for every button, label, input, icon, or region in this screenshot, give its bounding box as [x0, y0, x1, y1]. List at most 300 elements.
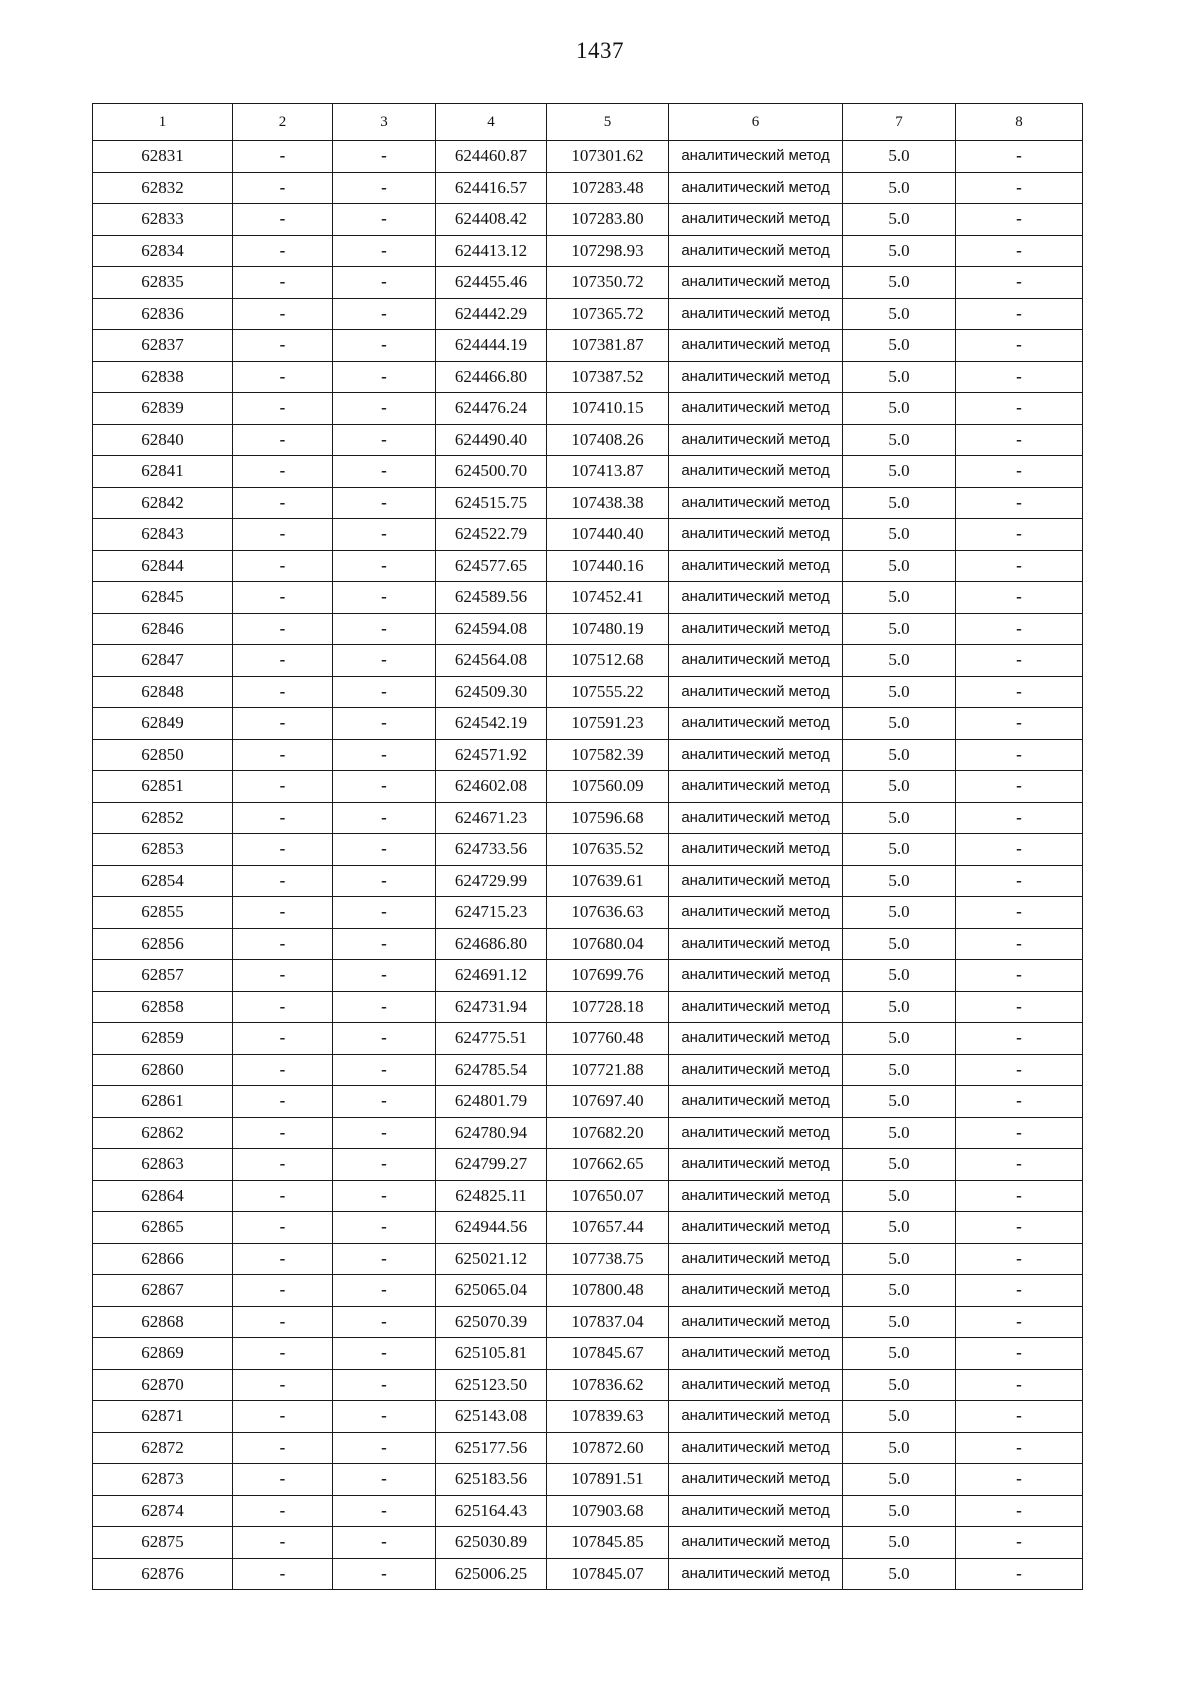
- cell-point-number: 62865: [93, 1212, 233, 1244]
- cell-method: аналитический метод: [669, 1275, 843, 1307]
- cell-point-number: 62854: [93, 865, 233, 897]
- cell-col-3: -: [333, 1527, 436, 1559]
- table-row: [93, 1306, 1083, 1338]
- cell-accuracy: 5.0: [843, 802, 956, 834]
- cell-method: аналитический метод: [669, 1054, 843, 1086]
- cell-accuracy: 5.0: [843, 1369, 956, 1401]
- cell-method: аналитический метод: [669, 330, 843, 362]
- cell-point-number: 62841: [93, 456, 233, 488]
- cell-col-2: -: [233, 424, 333, 456]
- cell-col-8: -: [956, 172, 1083, 204]
- cell-col-8: -: [956, 865, 1083, 897]
- cell-col-8: -: [956, 1369, 1083, 1401]
- cell-method: аналитический метод: [669, 708, 843, 740]
- cell-coord-x: 624444.19: [436, 330, 547, 362]
- cell-accuracy: 5.0: [843, 1180, 956, 1212]
- cell-col-3: -: [333, 1054, 436, 1086]
- cell-coord-y: 107845.67: [547, 1338, 669, 1370]
- cell-col-3: -: [333, 991, 436, 1023]
- cell-coord-x: 625105.81: [436, 1338, 547, 1370]
- cell-accuracy: 5.0: [843, 267, 956, 299]
- cell-coord-x: 624522.79: [436, 519, 547, 551]
- cell-coord-x: 624785.54: [436, 1054, 547, 1086]
- cell-coord-y: 107410.15: [547, 393, 669, 425]
- cell-col-2: -: [233, 1243, 333, 1275]
- table-row: [93, 834, 1083, 866]
- table-row: [93, 1527, 1083, 1559]
- cell-accuracy: 5.0: [843, 172, 956, 204]
- table-row: [93, 1149, 1083, 1181]
- cell-coord-y: 107480.19: [547, 613, 669, 645]
- cell-coord-y: 107283.48: [547, 172, 669, 204]
- cell-col-8: -: [956, 424, 1083, 456]
- cell-col-8: -: [956, 393, 1083, 425]
- cell-accuracy: 5.0: [843, 865, 956, 897]
- cell-method: аналитический метод: [669, 1495, 843, 1527]
- cell-point-number: 62876: [93, 1558, 233, 1590]
- cell-coord-y: 107512.68: [547, 645, 669, 677]
- table-row: [93, 361, 1083, 393]
- table-row: [93, 424, 1083, 456]
- cell-point-number: 62869: [93, 1338, 233, 1370]
- cell-col-2: -: [233, 267, 333, 299]
- cell-point-number: 62862: [93, 1117, 233, 1149]
- cell-coord-y: 107582.39: [547, 739, 669, 771]
- cell-method: аналитический метод: [669, 1401, 843, 1433]
- cell-col-8: -: [956, 1527, 1083, 1559]
- cell-method: аналитический метод: [669, 1432, 843, 1464]
- cell-coord-y: 107662.65: [547, 1149, 669, 1181]
- cell-col-2: -: [233, 1369, 333, 1401]
- cell-col-8: -: [956, 1338, 1083, 1370]
- cell-coord-y: 107636.63: [547, 897, 669, 929]
- cell-col-2: -: [233, 1086, 333, 1118]
- cell-coord-y: 107283.80: [547, 204, 669, 236]
- cell-method: аналитический метод: [669, 456, 843, 488]
- cell-accuracy: 5.0: [843, 456, 956, 488]
- cell-col-8: -: [956, 330, 1083, 362]
- cell-col-8: -: [956, 928, 1083, 960]
- cell-point-number: 62875: [93, 1527, 233, 1559]
- cell-method: аналитический метод: [669, 424, 843, 456]
- cell-col-3: -: [333, 1432, 436, 1464]
- cell-method: аналитический метод: [669, 1527, 843, 1559]
- cell-coord-x: 624416.57: [436, 172, 547, 204]
- cell-coord-x: 624691.12: [436, 960, 547, 992]
- cell-col-3: -: [333, 1338, 436, 1370]
- cell-coord-y: 107560.09: [547, 771, 669, 803]
- cell-point-number: 62853: [93, 834, 233, 866]
- table-row: [93, 267, 1083, 299]
- cell-col-3: -: [333, 582, 436, 614]
- cell-accuracy: 5.0: [843, 1558, 956, 1590]
- table-row: [93, 1275, 1083, 1307]
- cell-method: аналитический метод: [669, 1464, 843, 1496]
- cell-col-8: -: [956, 1023, 1083, 1055]
- cell-col-8: -: [956, 1495, 1083, 1527]
- cell-accuracy: 5.0: [843, 897, 956, 929]
- cell-accuracy: 5.0: [843, 519, 956, 551]
- column-header-5: 5: [547, 104, 669, 141]
- cell-col-3: -: [333, 1180, 436, 1212]
- cell-col-3: -: [333, 1401, 436, 1433]
- cell-coord-x: 624733.56: [436, 834, 547, 866]
- cell-col-2: -: [233, 1023, 333, 1055]
- cell-col-2: -: [233, 1054, 333, 1086]
- cell-coord-x: 624476.24: [436, 393, 547, 425]
- cell-accuracy: 5.0: [843, 204, 956, 236]
- cell-point-number: 62863: [93, 1149, 233, 1181]
- cell-col-3: -: [333, 1306, 436, 1338]
- cell-coord-x: 624671.23: [436, 802, 547, 834]
- cell-coord-x: 625164.43: [436, 1495, 547, 1527]
- cell-accuracy: 5.0: [843, 424, 956, 456]
- cell-coord-x: 624944.56: [436, 1212, 547, 1244]
- cell-method: аналитический метод: [669, 1338, 843, 1370]
- cell-col-2: -: [233, 1495, 333, 1527]
- cell-coord-y: 107680.04: [547, 928, 669, 960]
- cell-coord-y: 107555.22: [547, 676, 669, 708]
- cell-col-3: -: [333, 141, 436, 173]
- cell-accuracy: 5.0: [843, 298, 956, 330]
- cell-coord-y: 107635.52: [547, 834, 669, 866]
- cell-col-3: -: [333, 550, 436, 582]
- cell-coord-x: 624460.87: [436, 141, 547, 173]
- cell-col-3: -: [333, 708, 436, 740]
- cell-col-2: -: [233, 393, 333, 425]
- table-header-row: [93, 104, 1083, 141]
- table-row: [93, 708, 1083, 740]
- cell-accuracy: 5.0: [843, 1527, 956, 1559]
- table-row: [93, 1243, 1083, 1275]
- cell-col-3: -: [333, 519, 436, 551]
- cell-col-3: -: [333, 960, 436, 992]
- cell-col-8: -: [956, 1464, 1083, 1496]
- cell-method: аналитический метод: [669, 487, 843, 519]
- cell-col-3: -: [333, 1023, 436, 1055]
- cell-col-2: -: [233, 172, 333, 204]
- cell-coord-x: 624729.99: [436, 865, 547, 897]
- cell-method: аналитический метод: [669, 1558, 843, 1590]
- cell-col-2: -: [233, 582, 333, 614]
- cell-coord-y: 107596.68: [547, 802, 669, 834]
- cell-coord-x: 624577.65: [436, 550, 547, 582]
- cell-coord-x: 624775.51: [436, 1023, 547, 1055]
- cell-coord-y: 107639.61: [547, 865, 669, 897]
- cell-col-8: -: [956, 1212, 1083, 1244]
- cell-method: аналитический метод: [669, 1180, 843, 1212]
- cell-col-2: -: [233, 1401, 333, 1433]
- cell-col-8: -: [956, 519, 1083, 551]
- cell-col-8: -: [956, 708, 1083, 740]
- cell-method: аналитический метод: [669, 613, 843, 645]
- cell-col-2: -: [233, 204, 333, 236]
- cell-method: аналитический метод: [669, 960, 843, 992]
- cell-col-8: -: [956, 1401, 1083, 1433]
- cell-col-3: -: [333, 487, 436, 519]
- cell-col-2: -: [233, 834, 333, 866]
- table-row: [93, 519, 1083, 551]
- cell-coord-x: 624490.40: [436, 424, 547, 456]
- cell-method: аналитический метод: [669, 1086, 843, 1118]
- cell-col-2: -: [233, 550, 333, 582]
- cell-coord-y: 107872.60: [547, 1432, 669, 1464]
- cell-method: аналитический метод: [669, 1306, 843, 1338]
- cell-col-2: -: [233, 676, 333, 708]
- cell-accuracy: 5.0: [843, 1086, 956, 1118]
- cell-col-8: -: [956, 739, 1083, 771]
- cell-point-number: 62843: [93, 519, 233, 551]
- cell-point-number: 62870: [93, 1369, 233, 1401]
- cell-method: аналитический метод: [669, 739, 843, 771]
- cell-method: аналитический метод: [669, 1149, 843, 1181]
- cell-col-8: -: [956, 1086, 1083, 1118]
- cell-accuracy: 5.0: [843, 141, 956, 173]
- cell-coord-y: 107837.04: [547, 1306, 669, 1338]
- cell-coord-x: 624589.56: [436, 582, 547, 614]
- table-row: [93, 1212, 1083, 1244]
- cell-method: аналитический метод: [669, 865, 843, 897]
- cell-accuracy: 5.0: [843, 1401, 956, 1433]
- cell-col-2: -: [233, 708, 333, 740]
- cell-coord-y: 107591.23: [547, 708, 669, 740]
- cell-col-2: -: [233, 1306, 333, 1338]
- cell-point-number: 62837: [93, 330, 233, 362]
- cell-method: аналитический метод: [669, 298, 843, 330]
- cell-coord-x: 624413.12: [436, 235, 547, 267]
- table-row: [93, 928, 1083, 960]
- cell-point-number: 62868: [93, 1306, 233, 1338]
- cell-method: аналитический метод: [669, 361, 843, 393]
- table-row: [93, 1117, 1083, 1149]
- table-row: [93, 235, 1083, 267]
- table-row: [93, 960, 1083, 992]
- cell-accuracy: 5.0: [843, 1432, 956, 1464]
- cell-accuracy: 5.0: [843, 550, 956, 582]
- table-row: [93, 1432, 1083, 1464]
- cell-col-8: -: [956, 550, 1083, 582]
- cell-coord-y: 107298.93: [547, 235, 669, 267]
- cell-col-3: -: [333, 613, 436, 645]
- table-body: [93, 141, 1083, 1590]
- cell-col-8: -: [956, 1306, 1083, 1338]
- cell-col-3: -: [333, 267, 436, 299]
- cell-col-8: -: [956, 1180, 1083, 1212]
- cell-col-3: -: [333, 330, 436, 362]
- table-row: [93, 1338, 1083, 1370]
- cell-coord-y: 107650.07: [547, 1180, 669, 1212]
- cell-col-2: -: [233, 1338, 333, 1370]
- cell-method: аналитический метод: [669, 1243, 843, 1275]
- cell-accuracy: 5.0: [843, 834, 956, 866]
- cell-coord-y: 107440.40: [547, 519, 669, 551]
- cell-coord-y: 107891.51: [547, 1464, 669, 1496]
- cell-point-number: 62836: [93, 298, 233, 330]
- cell-accuracy: 5.0: [843, 771, 956, 803]
- cell-col-3: -: [333, 834, 436, 866]
- cell-method: аналитический метод: [669, 645, 843, 677]
- cell-col-8: -: [956, 267, 1083, 299]
- cell-col-8: -: [956, 456, 1083, 488]
- cell-coord-y: 107738.75: [547, 1243, 669, 1275]
- cell-point-number: 62867: [93, 1275, 233, 1307]
- column-header-6: 6: [669, 104, 843, 141]
- cell-col-8: -: [956, 1243, 1083, 1275]
- cell-accuracy: 5.0: [843, 330, 956, 362]
- cell-coord-y: 107301.62: [547, 141, 669, 173]
- cell-accuracy: 5.0: [843, 613, 956, 645]
- cell-col-8: -: [956, 676, 1083, 708]
- table-row: [93, 991, 1083, 1023]
- cell-coord-y: 107839.63: [547, 1401, 669, 1433]
- cell-coord-y: 107728.18: [547, 991, 669, 1023]
- cell-method: аналитический метод: [669, 897, 843, 929]
- cell-col-3: -: [333, 1558, 436, 1590]
- cell-accuracy: 5.0: [843, 1275, 956, 1307]
- cell-method: аналитический метод: [669, 172, 843, 204]
- cell-col-8: -: [956, 897, 1083, 929]
- cell-col-2: -: [233, 739, 333, 771]
- cell-coord-x: 624564.08: [436, 645, 547, 677]
- cell-point-number: 62847: [93, 645, 233, 677]
- cell-col-8: -: [956, 298, 1083, 330]
- cell-method: аналитический метод: [669, 802, 843, 834]
- column-header-4: 4: [436, 104, 547, 141]
- cell-method: аналитический метод: [669, 393, 843, 425]
- cell-accuracy: 5.0: [843, 1495, 956, 1527]
- cell-coord-x: 624602.08: [436, 771, 547, 803]
- cell-coord-x: 624801.79: [436, 1086, 547, 1118]
- cell-coord-y: 107408.26: [547, 424, 669, 456]
- cell-accuracy: 5.0: [843, 1243, 956, 1275]
- column-header-1: 1: [93, 104, 233, 141]
- cell-accuracy: 5.0: [843, 676, 956, 708]
- cell-col-8: -: [956, 582, 1083, 614]
- cell-coord-y: 107365.72: [547, 298, 669, 330]
- cell-col-2: -: [233, 235, 333, 267]
- cell-accuracy: 5.0: [843, 1054, 956, 1086]
- cell-col-3: -: [333, 235, 436, 267]
- cell-coord-x: 624442.29: [436, 298, 547, 330]
- cell-point-number: 62859: [93, 1023, 233, 1055]
- cell-point-number: 62866: [93, 1243, 233, 1275]
- cell-col-2: -: [233, 1212, 333, 1244]
- table-row: [93, 1369, 1083, 1401]
- cell-point-number: 62844: [93, 550, 233, 582]
- cell-coord-x: 624686.80: [436, 928, 547, 960]
- cell-coord-y: 107387.52: [547, 361, 669, 393]
- cell-col-2: -: [233, 487, 333, 519]
- cell-point-number: 62839: [93, 393, 233, 425]
- cell-method: аналитический метод: [669, 235, 843, 267]
- cell-col-3: -: [333, 1086, 436, 1118]
- cell-coord-x: 625021.12: [436, 1243, 547, 1275]
- cell-col-2: -: [233, 645, 333, 677]
- table-row: [93, 1023, 1083, 1055]
- coordinates-table: [92, 103, 1083, 1590]
- cell-point-number: 62858: [93, 991, 233, 1023]
- cell-method: аналитический метод: [669, 991, 843, 1023]
- table-row: [93, 172, 1083, 204]
- cell-coord-y: 107682.20: [547, 1117, 669, 1149]
- cell-point-number: 62831: [93, 141, 233, 173]
- cell-point-number: 62834: [93, 235, 233, 267]
- cell-coord-x: 625006.25: [436, 1558, 547, 1590]
- table-row: [93, 456, 1083, 488]
- cell-method: аналитический метод: [669, 519, 843, 551]
- table-row: [93, 550, 1083, 582]
- cell-col-3: -: [333, 771, 436, 803]
- table-row: [93, 1464, 1083, 1496]
- cell-col-2: -: [233, 897, 333, 929]
- cell-coord-y: 107800.48: [547, 1275, 669, 1307]
- table-row: [93, 897, 1083, 929]
- cell-col-2: -: [233, 330, 333, 362]
- cell-col-3: -: [333, 1243, 436, 1275]
- cell-point-number: 62861: [93, 1086, 233, 1118]
- cell-accuracy: 5.0: [843, 487, 956, 519]
- cell-accuracy: 5.0: [843, 235, 956, 267]
- cell-accuracy: 5.0: [843, 645, 956, 677]
- table-row: [93, 676, 1083, 708]
- cell-point-number: 62864: [93, 1180, 233, 1212]
- cell-coord-x: 625177.56: [436, 1432, 547, 1464]
- cell-col-2: -: [233, 1180, 333, 1212]
- cell-coord-y: 107845.85: [547, 1527, 669, 1559]
- table-row: [93, 141, 1083, 173]
- cell-col-8: -: [956, 235, 1083, 267]
- table-row: [93, 298, 1083, 330]
- table-row: [93, 330, 1083, 362]
- cell-col-3: -: [333, 1464, 436, 1496]
- cell-coord-x: 624594.08: [436, 613, 547, 645]
- column-header-8: 8: [956, 104, 1083, 141]
- cell-col-3: -: [333, 393, 436, 425]
- cell-coord-y: 107381.87: [547, 330, 669, 362]
- cell-coord-x: 625183.56: [436, 1464, 547, 1496]
- cell-accuracy: 5.0: [843, 1338, 956, 1370]
- cell-point-number: 62855: [93, 897, 233, 929]
- cell-method: аналитический метод: [669, 204, 843, 236]
- cell-col-3: -: [333, 298, 436, 330]
- cell-method: аналитический метод: [669, 676, 843, 708]
- cell-col-2: -: [233, 865, 333, 897]
- cell-col-8: -: [956, 960, 1083, 992]
- cell-col-8: -: [956, 361, 1083, 393]
- cell-coord-x: 625123.50: [436, 1369, 547, 1401]
- table-row: [93, 802, 1083, 834]
- cell-point-number: 62860: [93, 1054, 233, 1086]
- table-row: [93, 1180, 1083, 1212]
- cell-point-number: 62850: [93, 739, 233, 771]
- cell-method: аналитический метод: [669, 834, 843, 866]
- cell-point-number: 62845: [93, 582, 233, 614]
- cell-coord-x: 625070.39: [436, 1306, 547, 1338]
- cell-col-3: -: [333, 865, 436, 897]
- cell-col-2: -: [233, 1464, 333, 1496]
- cell-col-2: -: [233, 613, 333, 645]
- table-row: [93, 1054, 1083, 1086]
- cell-point-number: 62832: [93, 172, 233, 204]
- cell-coord-y: 107413.87: [547, 456, 669, 488]
- cell-col-3: -: [333, 361, 436, 393]
- cell-col-3: -: [333, 928, 436, 960]
- table-row: [93, 1558, 1083, 1590]
- cell-point-number: 62857: [93, 960, 233, 992]
- page-number: 1437: [576, 38, 624, 63]
- cell-col-2: -: [233, 361, 333, 393]
- cell-col-2: -: [233, 1527, 333, 1559]
